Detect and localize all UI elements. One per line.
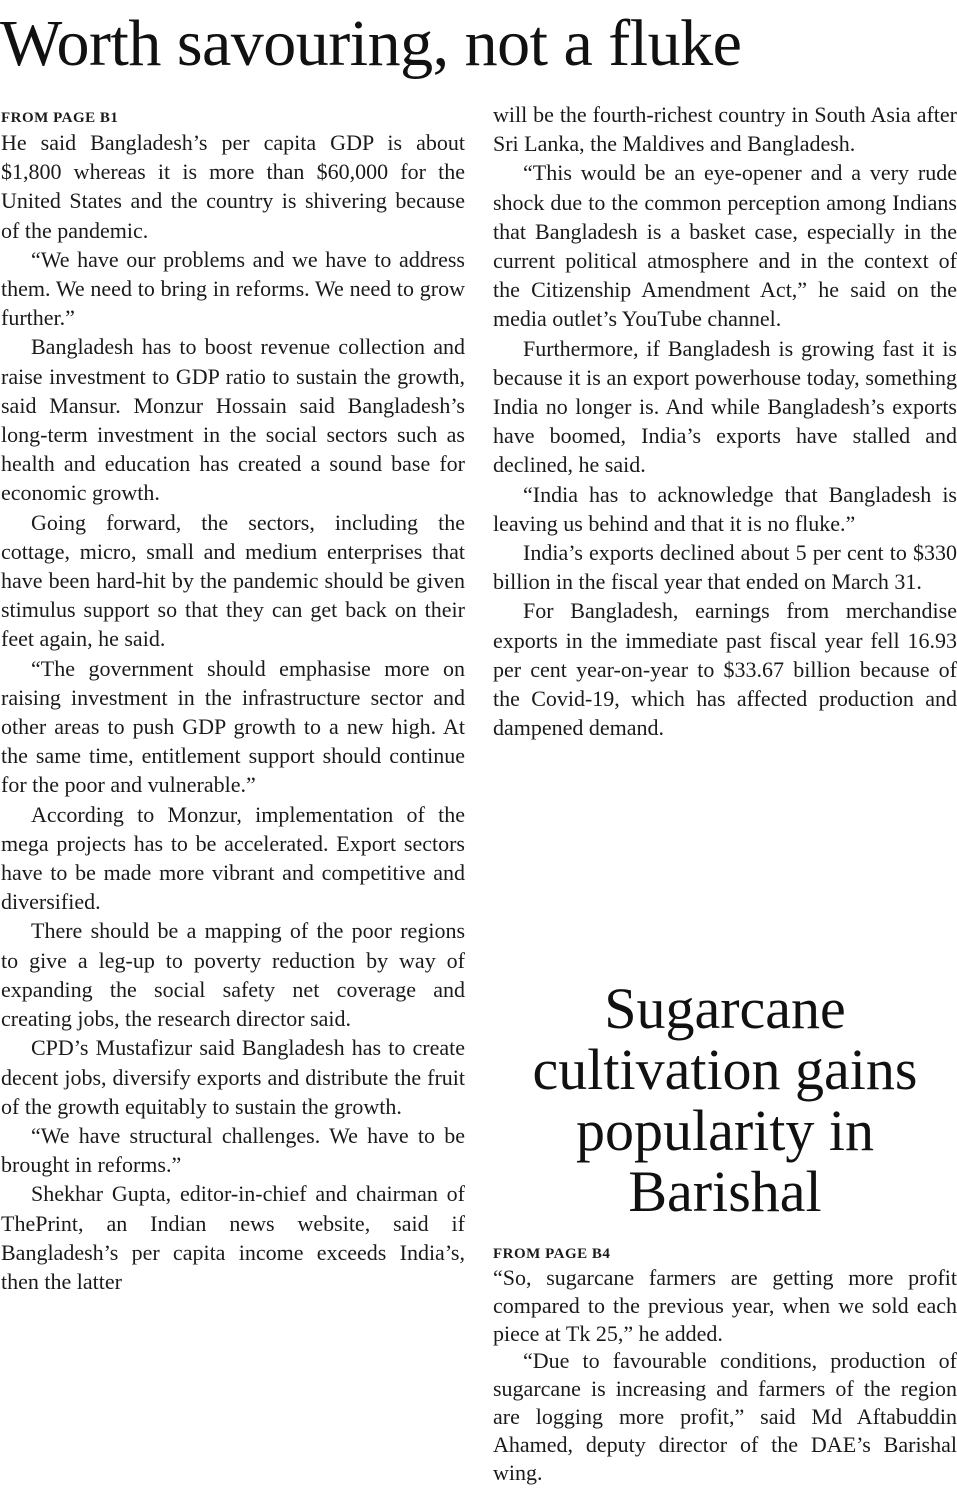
- paragraph: India’s exports declined about 5 per cent to $330 billion in the fiscal year that ended on March 31.: [493, 540, 957, 595]
- paragraph: Furthermore, if Bangladesh is growing fast it is because it is an export powerhouse today, something India no longer is. And while Bangladesh’s exports have boomed, India’s exports have stalled and declined, he said.: [493, 335, 957, 478]
- paragraph: “This would be an eye-opener and a very rude shock due to the common perception among Indians that Bangladesh is a basket case, especially in the current political atmosphere and in the context of the Citizenship Amendment Act,” he said on the media outlet’s YouTube channel.: [493, 160, 957, 332]
- headline-line: Sugarcane: [604, 976, 846, 1041]
- main-headline: Worth savouring, not a fluke: [0, 7, 742, 80]
- headline-line: popularity in: [575, 1098, 874, 1163]
- article-left-column: [1, 108, 465, 1296]
- continuation-kicker: FROM PAGE B4: [493, 1246, 611, 1262]
- paragraph: “So, sugarcane farmers are getting more profit compared to the previous year, when we sold each piece at Tk 25,” he added.: [493, 1265, 957, 1346]
- paragraph: “Due to favourable conditions, production of sugarcane is increasing and farmers of the region are logging more profit,” said Md Aftabuddin Ahamed, deputy director of the DAE’s Barishal wing.: [493, 1348, 957, 1485]
- article-right-column: [493, 100, 957, 742]
- paragraph: There should be a mapping of the poor regions to give a leg-up to poverty reduction by way of expanding the social safety net coverage and creating jobs, the research director said.: [1, 918, 465, 1032]
- second-article-body: [493, 1244, 957, 1486]
- continuation-kicker: FROM PAGE B1: [1, 110, 119, 126]
- paragraph: Going forward, the sectors, including the cottage, micro, small and medium enterprises that have been hard-hit by the pandemic should be given stimulus support so that they can get back on their feet again, he said.: [1, 509, 465, 652]
- paragraph: Bangladesh has to boost revenue collection and raise investment to GDP ratio to sustain the growth, said Mansur. Monzur Hossain said Bangladesh’s long-term investment in the social sectors such as health and education has created a sound base for economic growth.: [1, 334, 465, 506]
- headline-line: Barishal: [628, 1159, 822, 1224]
- second-headline: [493, 978, 957, 1222]
- paragraph: Shekhar Gupta, editor-in-chief and chairman of ThePrint, an Indian news website, said if Bangladesh’s per capita income exceeds India’s, then the latter: [1, 1181, 465, 1294]
- paragraph: According to Monzur, implementation of the mega projects has to be accelerated. Export sectors have to be made more vibrant and competitive and diversified.: [1, 801, 465, 915]
- paragraph: “We have our problems and we have to address them. We need to bring in reforms. We need to grow further.”: [1, 246, 465, 331]
- paragraph: “We have structural challenges. We have to be brought in reforms.”: [1, 1122, 465, 1178]
- paragraph: For Bangladesh, earnings from merchandise exports in the immediate past fiscal year fell 16.93 per cent year-on-year to $33.67 billion because of the Covid-19, which has affected production and dampened demand.: [493, 598, 957, 741]
- paragraph-continuation: will be the fourth-richest country in South Asia after Sri Lanka, the Maldives and Bangladesh.: [493, 102, 957, 157]
- paragraph: He said Bangladesh’s per capita GDP is about $1,800 whereas it is more than $60,000 for the United States and the country is shivering because of the pandemic.: [1, 130, 465, 243]
- paragraph: “India has to acknowledge that Bangladesh is leaving us behind and that it is no fluke.”: [493, 481, 957, 536]
- paragraph: CPD’s Mustafizur said Bangladesh has to create decent jobs, diversify exports and distribute the fruit of the growth equitably to sustain the growth.: [1, 1035, 465, 1119]
- headline-line: cultivation gains: [532, 1037, 918, 1102]
- paragraph: “The government should emphasise more on raising investment in the infrastructure sector and other areas to push GDP growth to a new high. At the same time, entitlement support should continue for the poor and vulnerable.”: [1, 655, 465, 798]
